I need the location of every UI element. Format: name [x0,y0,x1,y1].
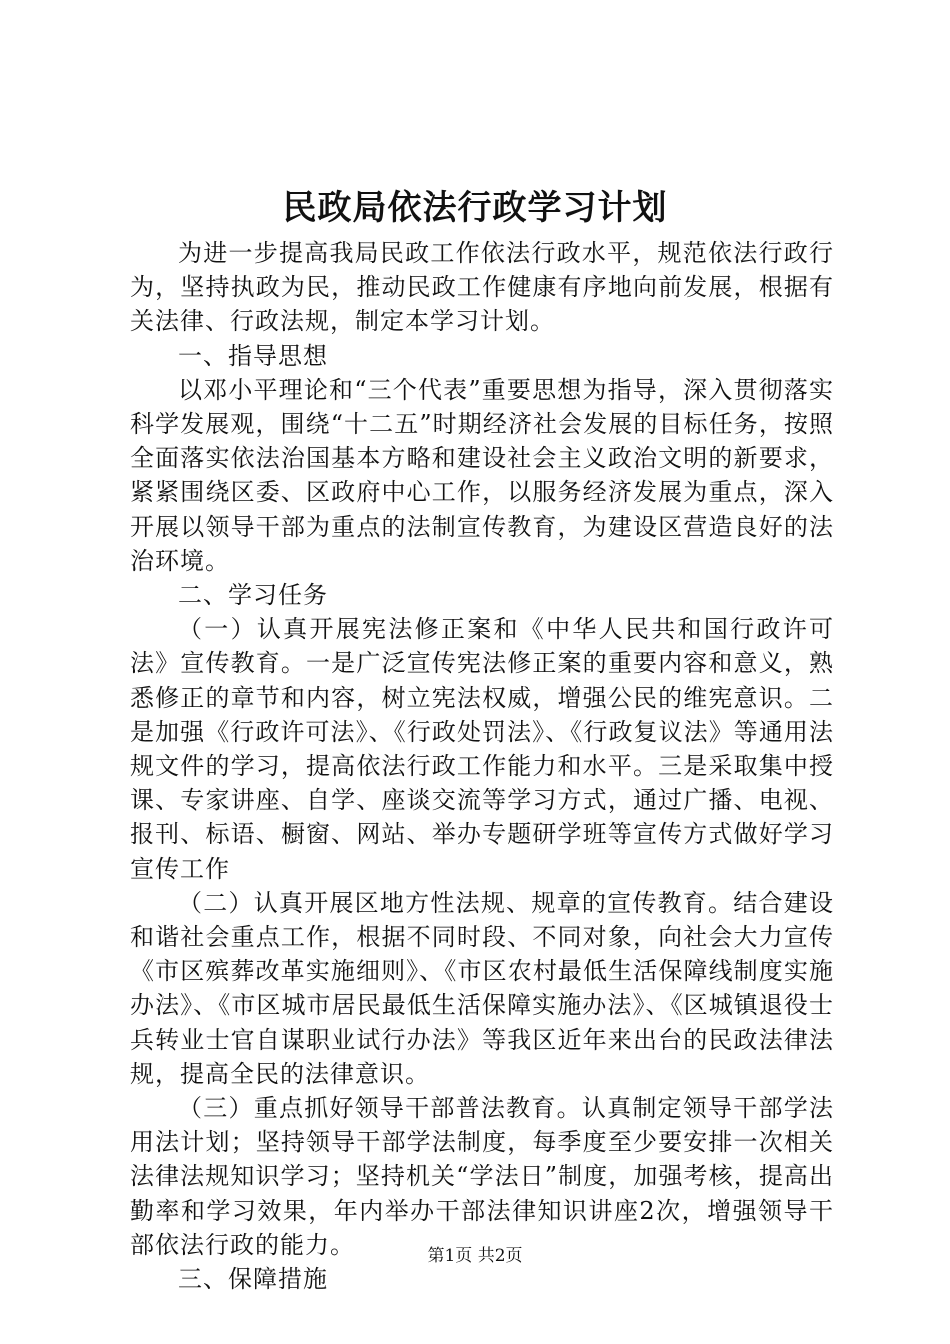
learning-task-3-paragraph: （三）重点抓好领导干部普法教育。认真制定领导干部学法用法计划；坚持领导干部学法制度，每季度至少要安排一次相关法律法规知识学习；坚持机关“学法日”制度，加强考核，提高出勤率和学习效果，年内举办干部法律知识讲座2次，增强领导干部依法行政的能力。 [130,1094,834,1259]
learning-task-1-paragraph: （一）认真开展宪法修正案和《中华人民共和国行政许可法》宣传教育。一是广泛宣传宪法修正案的重要内容和意义，熟悉修正的章节和内容，树立宪法权威，增强公民的维宪意识。二是加强《行政许可法》、《行政处罚法》、《行政复议法》等通用法规文件的学习，提高依法行政工作能力和水平。三是采取集中授课、专家讲座、自学、座谈交流等学习方式，通过广播、电视、报刊、标语、橱窗、网站、举办专题研学班等宣传方式做好学习宣传工作 [130,615,834,883]
document-title: 民政局依法行政学习计划 [282,188,668,228]
section-heading-guiding-ideology: 一、指导思想 [178,341,328,370]
learning-task-2-paragraph: （二）认真开展区地方性法规、规章的宣传教育。结合建设和谐社会重点工作，根据不同时段、不同对象，向社会大力宣传《市区殡葬改革实施细则》、《市区农村最低生活保障线制度实施办法》、《市区城市居民最低生活保障实施办法》、《区城镇退役士兵转业士官自谋职业试行办法》等我区近年来出台的民政法律法规，提高全民的法律意识。 [130,888,834,1088]
intro-paragraph: 为进一步提高我局民政工作依法行政水平，规范依法行政行为，坚持执政为民，推动民政工作健康有序地向前发展，根据有关法律、行政法规，制定本学习计划。 [130,239,834,336]
section-heading-learning-tasks: 二、学习任务 [178,581,328,610]
document-body [130,236,834,1296]
section-heading-safeguards: 三、保障措施 [178,1265,328,1294]
guiding-ideology-paragraph: 以邓小平理论和“三个代表”重要思想为指导，深入贯彻落实科学发展观，围绕“十二五”时期经济社会发展的目标任务，按照全面落实依法治国基本方略和建设社会主义政治文明的新要求，紧紧围绕区委、区政府中心工作，以服务经济发展为重点，深入开展以领导干部为重点的法制宣传教育，为建设区营造良好的法治环境。 [130,375,834,575]
page-footer: 第1页 共2页 [427,1246,523,1266]
